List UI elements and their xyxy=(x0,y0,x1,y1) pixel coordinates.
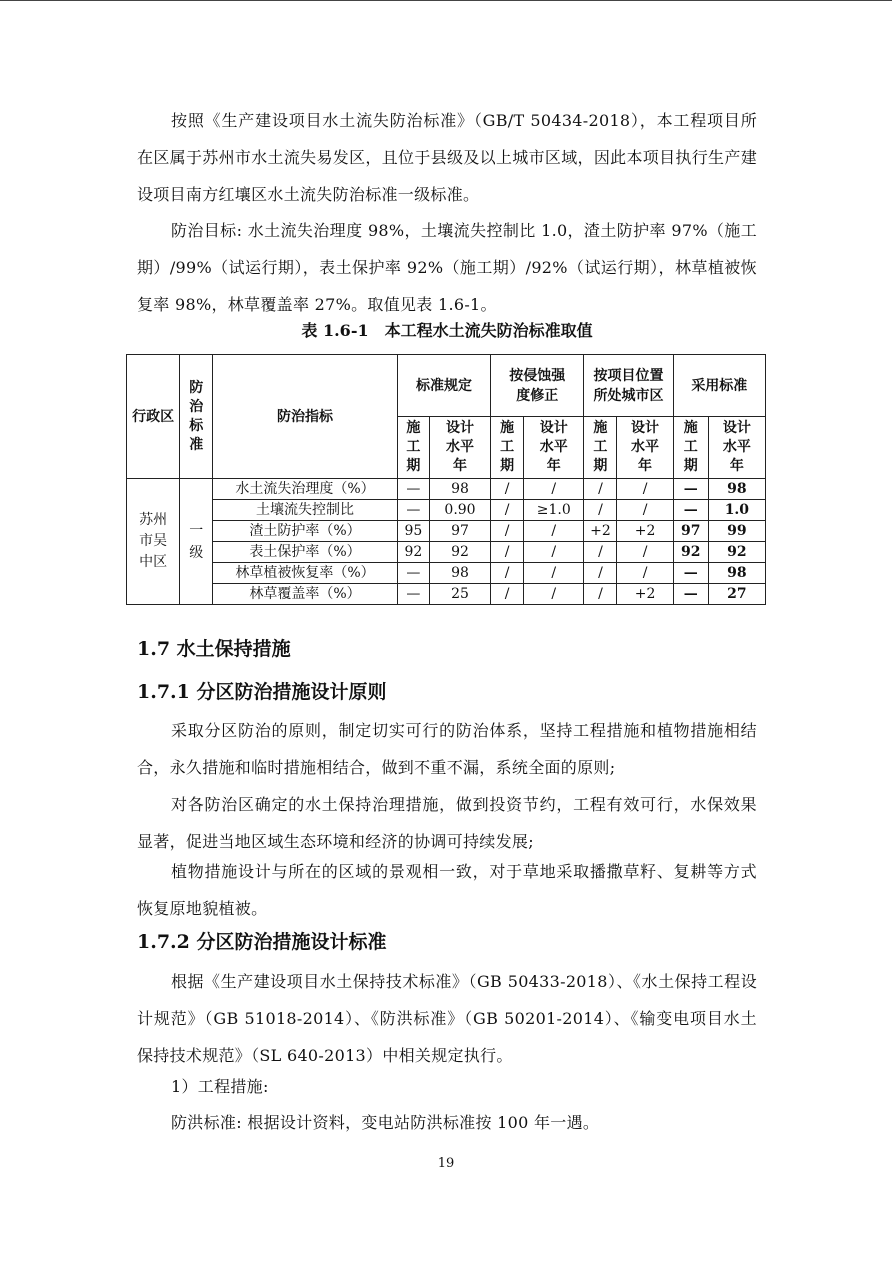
value-cell: — xyxy=(397,500,429,521)
value-cell: / xyxy=(584,563,617,584)
value-cell: / xyxy=(617,479,673,500)
header-sub-construction: 施工期 xyxy=(397,417,429,479)
table-row xyxy=(127,563,766,584)
value-cell: — xyxy=(673,563,708,584)
header-group-standard: 标准规定 xyxy=(397,355,490,417)
value-cell: 98 xyxy=(429,479,490,500)
value-cell: / xyxy=(524,563,584,584)
header-sub-construction: 施工期 xyxy=(673,417,708,479)
intro-paragraph-2: 防治目标: 水土流失治理度 98%，土壤流失控制比 1.0，渣土防护率 97%（施工期）/99%（试运行期），表土保护率 92%（施工期）/92%（试运行期），林草植被恢复率 98%，林草覆盖率 27%。取值见表 1.6-1。 xyxy=(137,221,757,314)
value-cell: +2 xyxy=(617,584,673,605)
section-heading-1-7-1: 1.7.1 分区防治措施设计原则 xyxy=(137,681,387,703)
value-cell: — xyxy=(397,479,429,500)
header-sub-design: 设计水平年 xyxy=(429,417,490,479)
value-cell: 92 xyxy=(673,542,708,563)
section-heading-1-7: 1.7 水土保持措施 xyxy=(137,638,291,660)
value-cell: +2 xyxy=(584,521,617,542)
value-cell: ≥1.0 xyxy=(524,500,584,521)
header-sub-design: 设计水平年 xyxy=(617,417,673,479)
value-cell: — xyxy=(397,584,429,605)
standard-paragraph-2: 1）工程措施: xyxy=(171,1077,269,1096)
header-group-city: 按项目位置所处城市区 xyxy=(584,355,673,417)
value-cell: / xyxy=(584,479,617,500)
value-cell: / xyxy=(491,500,524,521)
header-region: 行政区 xyxy=(127,355,180,479)
level-cell: 一级 xyxy=(180,479,213,605)
intro-paragraph-1: 按照《生产建设项目水土流失防治标准》（GB/T 50434-2018），本工程项目所在区属于苏州市水土流失易发区，且位于县级及以上城市区域，因此本项目执行生产建设项目南方红壤区水土流失防治标准一级标准。 xyxy=(137,111,757,204)
header-sub-construction: 施工期 xyxy=(491,417,524,479)
header-sub-design: 设计水平年 xyxy=(524,417,584,479)
standards-table xyxy=(126,354,766,605)
value-cell: / xyxy=(617,542,673,563)
section-heading-1-7-2: 1.7.2 分区防治措施设计标准 xyxy=(137,931,387,953)
indicator-cell: 表土保护率（%） xyxy=(213,542,398,563)
value-cell: / xyxy=(584,500,617,521)
table-row xyxy=(127,584,766,605)
value-cell: / xyxy=(524,479,584,500)
value-cell: / xyxy=(491,542,524,563)
value-cell: — xyxy=(673,584,708,605)
value-cell: 92 xyxy=(397,542,429,563)
table-row xyxy=(127,542,766,563)
value-cell: / xyxy=(584,542,617,563)
header-sub-construction: 施工期 xyxy=(584,417,617,479)
value-cell: 0.90 xyxy=(429,500,490,521)
principle-paragraph-2: 对各防治区确定的水土保持治理措施，做到投资节约，工程有效可行，水保效果显著，促进当地区域生态环境和经济的协调可持续发展; xyxy=(137,795,757,851)
value-cell: 98 xyxy=(429,563,490,584)
region-cell: 苏州市吴中区 xyxy=(127,479,180,605)
indicator-cell: 林草覆盖率（%） xyxy=(213,584,398,605)
value-cell: 95 xyxy=(397,521,429,542)
value-cell: / xyxy=(584,584,617,605)
value-cell: / xyxy=(524,521,584,542)
value-cell: 98 xyxy=(708,479,765,500)
value-cell: 97 xyxy=(429,521,490,542)
principle-paragraph-1: 采取分区防治的原则，制定切实可行的防治体系，坚持工程措施和植物措施相结合，永久措施和临时措施相结合，做到不重不漏，系统全面的原则; xyxy=(137,721,757,777)
value-cell: / xyxy=(491,584,524,605)
table-row xyxy=(127,521,766,542)
value-cell: / xyxy=(617,563,673,584)
value-cell: — xyxy=(397,563,429,584)
value-cell: / xyxy=(617,500,673,521)
standard-paragraph-1: 根据《生产建设项目水土保持技术标准》（GB 50433-2018）、《水土保持工程设计规范》（GB 51018-2014）、《防洪标准》（GB 50201-2014）、《输变电项目水土保持技术规范》（SL 640-2013）中相关规定执行。 xyxy=(137,972,757,1065)
header-group-erosion: 按侵蚀强度修正 xyxy=(491,355,584,417)
table-row xyxy=(127,500,766,521)
value-cell: / xyxy=(491,521,524,542)
standard-paragraph-3: 防洪标准: 根据设计资料，变电站防洪标准按 100 年一遇。 xyxy=(171,1113,600,1132)
value-cell: 99 xyxy=(708,521,765,542)
value-cell: 27 xyxy=(708,584,765,605)
table-row xyxy=(127,479,766,500)
principle-paragraph-3: 植物措施设计与所在的区域的景观相一致，对于草地采取播撒草籽、复耕等方式恢复原地貌植被。 xyxy=(137,862,757,918)
value-cell: / xyxy=(524,542,584,563)
value-cell: 92 xyxy=(708,542,765,563)
indicator-cell: 水土流失治理度（%） xyxy=(213,479,398,500)
indicator-cell: 渣土防护率（%） xyxy=(213,521,398,542)
value-cell: 98 xyxy=(708,563,765,584)
header-group-adopted: 采用标准 xyxy=(673,355,765,417)
value-cell: — xyxy=(673,500,708,521)
indicator-cell: 土壤流失控制比 xyxy=(213,500,398,521)
value-cell: 97 xyxy=(673,521,708,542)
page-number: 19 xyxy=(437,1156,455,1171)
table-caption: 表 1.6-1 本工程水土流失防治标准取值 xyxy=(301,321,593,340)
value-cell: — xyxy=(673,479,708,500)
indicator-cell: 林草植被恢复率（%） xyxy=(213,563,398,584)
value-cell: 92 xyxy=(429,542,490,563)
header-indicator: 防治指标 xyxy=(213,355,398,479)
value-cell: / xyxy=(491,479,524,500)
header-level: 防治标准 xyxy=(180,355,213,479)
value-cell: 25 xyxy=(429,584,490,605)
value-cell: / xyxy=(491,563,524,584)
value-cell: 1.0 xyxy=(708,500,765,521)
value-cell: +2 xyxy=(617,521,673,542)
value-cell: / xyxy=(524,584,584,605)
header-sub-design: 设计水平年 xyxy=(708,417,765,479)
